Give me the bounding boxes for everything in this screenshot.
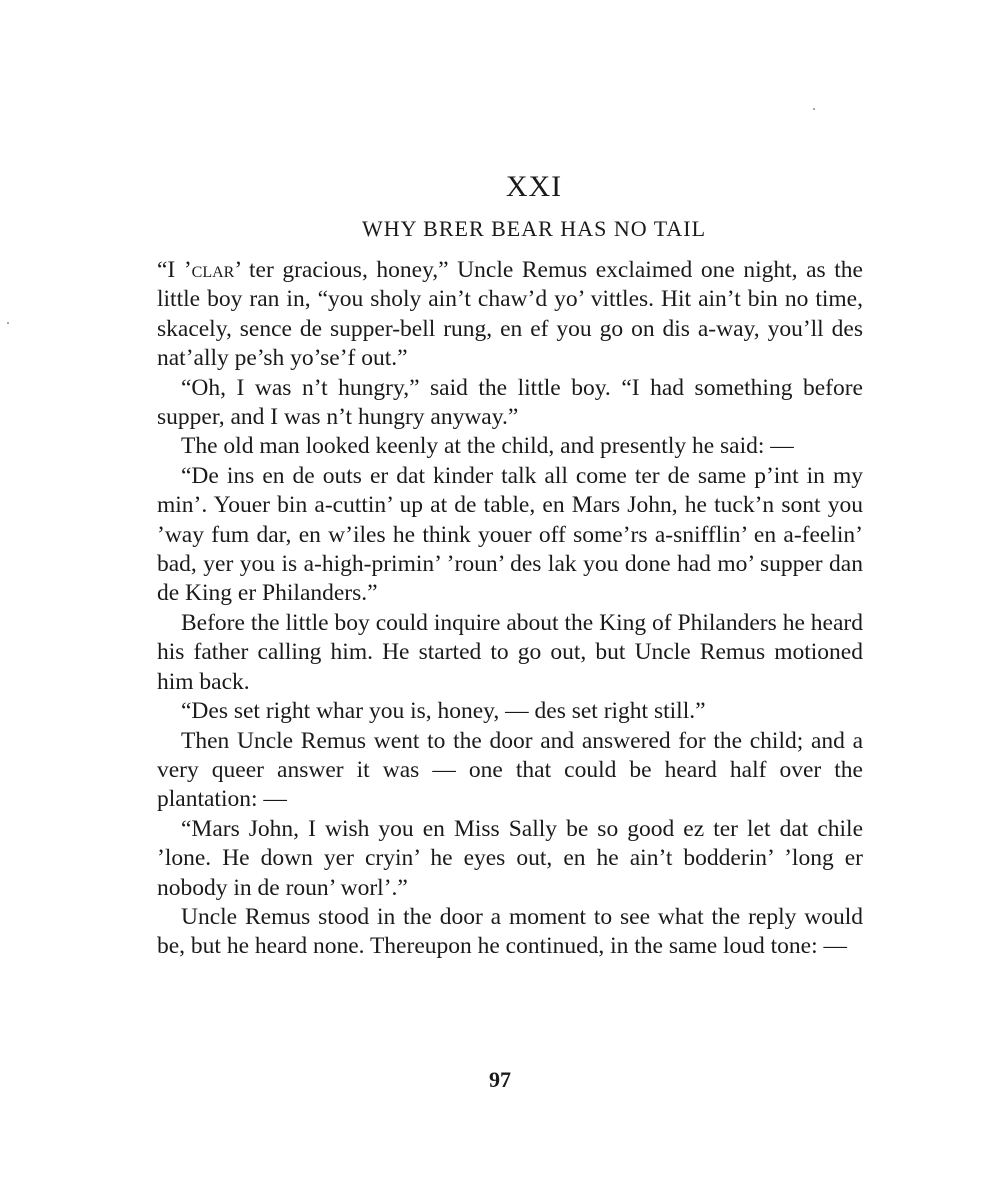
- scan-speck: [7, 322, 9, 324]
- chapter-number: XXI: [505, 170, 563, 203]
- scan-speck: [813, 108, 815, 110]
- chapter-title: WHY BRER BEAR HAS NO TAIL: [361, 216, 707, 241]
- paragraph-3: The old man looked keenly at the child, and presently he said: —: [181, 433, 794, 460]
- paragraph-2: “Oh, I was n’t hungry,” said the little boy. “I had something before supper, and I was n’t hungry anyway.”: [157, 374, 863, 431]
- paragraph-9: Uncle Remus stood in the door a moment to see what the reply would be, but he heard none. Thereupon he continued, in the same loud tone: —: [157, 903, 863, 960]
- page-number: 97: [489, 1067, 511, 1092]
- page-body: [157, 170, 863, 962]
- paragraph-7: Then Uncle Remus went to the door and answered for the child; and a very queer answer it was — one that could be heard half over the plantation: —: [157, 727, 863, 813]
- paragraph-5: Before the little boy could inquire about the King of Philanders he heard his father calling him. He started to go out, but Uncle Remus motioned him back.: [157, 609, 863, 695]
- paragraph-6: “Des set right whar you is, honey, — des set right still.”: [181, 698, 706, 725]
- paragraph-1: [157, 256, 863, 374]
- paragraph-1-smallcaps: clar: [191, 257, 235, 283]
- paragraph-8: “Mars John, I wish you en Miss Sally be so good ez ter let dat chile ’lone. He down yer cryin’ he eyes out, en he ain’t bodderin’ ’long er nobody in de roun’ worl’.”: [157, 815, 863, 901]
- paragraph-4: “De ins en de outs er dat kinder talk all come ter de same p’int in my min’. Youer bin a-cuttin’ up at de table, en Mars John, he tuck’n sont you ’way fum dar, en w’iles he think youer off some’rs a-snifflin’ en a-feelin’ bad, yer you is a-high-primin’ ’roun’ des lak you done had mo’ supper dan de King er Philanders.”: [157, 462, 863, 607]
- paragraph-1-lead: “I ’: [157, 257, 192, 283]
- paragraph-1-rest: ’ ter gracious, honey,” Uncle Remus exclaimed one night, as the little boy ran in, “you sholy ain’t chaw’d yo’ vittles. Hit ain’t bin no time, skacely, sence de supper-bell rung, en ef you go on dis a-way, you’ll des nat’ally pe’sh yo’se’f out.”: [157, 257, 863, 372]
